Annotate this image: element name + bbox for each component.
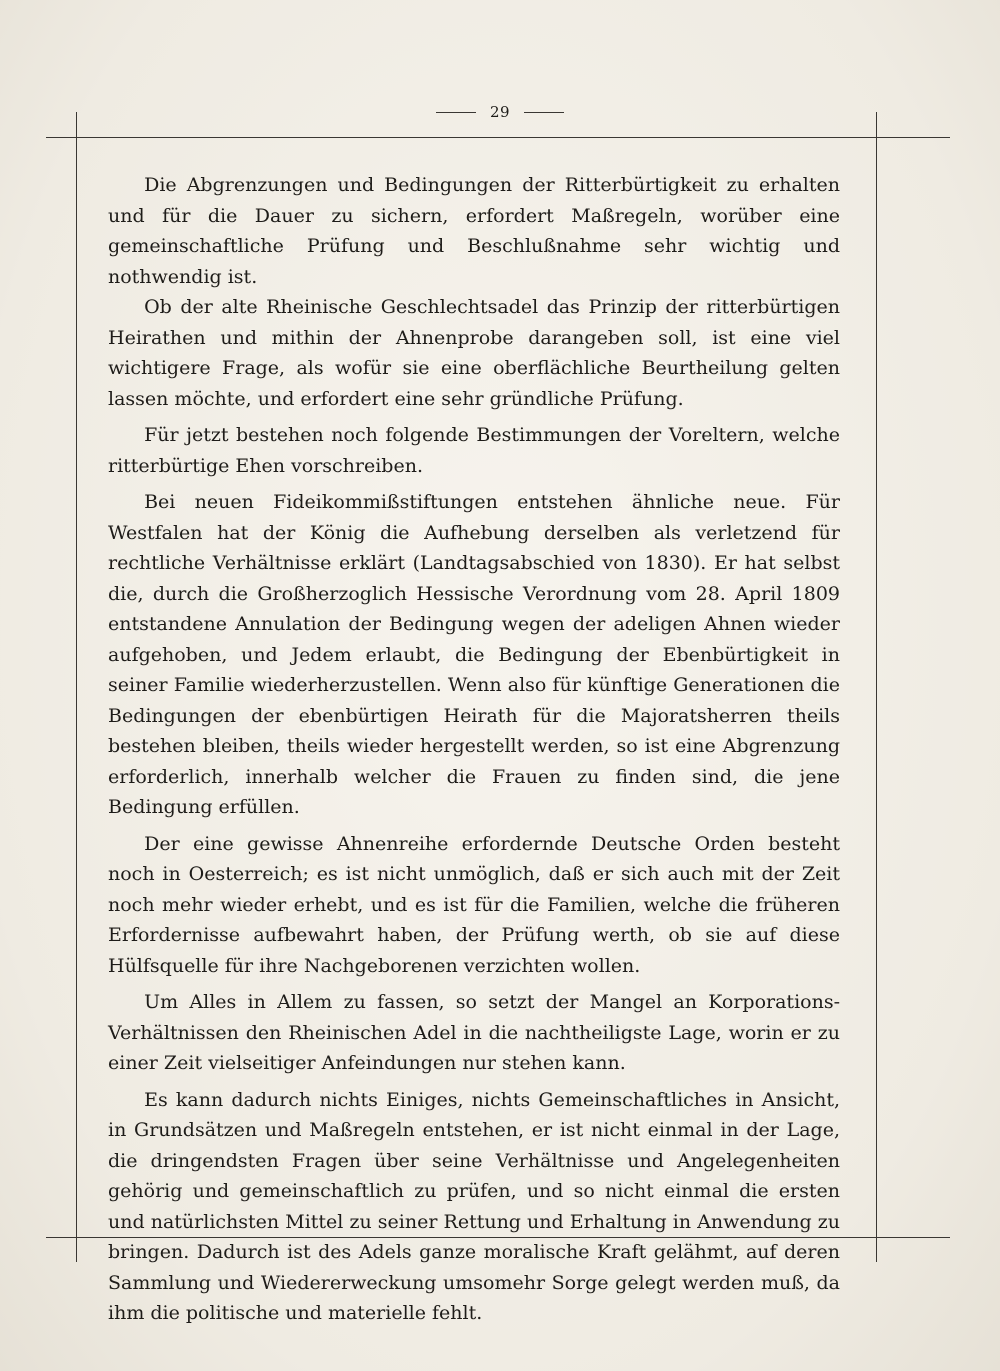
- header-rule-left: [436, 112, 476, 113]
- frame-left-rule: [76, 112, 77, 1262]
- frame-top-rule: [46, 137, 950, 138]
- body-text: [108, 170, 840, 1329]
- header-rule-right: [524, 112, 564, 113]
- page-header: [0, 100, 1000, 124]
- paragraph: Um Alles in Allem zu fassen, so setzt der Mangel an Korporations-Verhältnissen den Rheinischen Adel in die nachtheiligste Lage, worin er zu einer Zeit vielseitiger Anfeindungen nur stehen kann.: [108, 991, 840, 1074]
- paragraph: Bei neuen Fideikommißstiftungen entstehen ähnliche neue. Für Westfalen hat der König die Aufhebung derselben als verletzend für rechtliche Verhältnisse erklärt (Landtagsabschied von 1830). Er hat selbst die, durch die Großherzoglich Hessische Verordnung vom 28. April 1809 entstandene Annulation der Bedingung wegen der adeligen Ahnen wieder aufgehoben, und Jedem erlaubt, die Bedingung der Ebenbürtigkeit in seiner Familie wiederherzustellen. Wenn also für künftige Generationen die Bedingungen der ebenbürtigen Heirath für die Majoratsherren theils bestehen bleiben, theils wieder hergestellt werden, so ist eine Abgrenzung erforderlich, innerhalb welcher die Frauen zu finden sind, die jene Bedingung erfüllen.: [108, 491, 840, 818]
- frame-right-rule: [876, 112, 877, 1262]
- paragraph: Ob der alte Rheinische Geschlechtsadel das Prinzip der ritterbürtigen Heirathen und mithin der Ahnenprobe darangeben soll, ist eine viel wichtigere Frage, als wofür sie eine oberflächliche Beurtheilung gelten lassen möchte, und erfordert eine sehr gründliche Prüfung.: [108, 296, 840, 410]
- paragraph: Der eine gewisse Ahnenreihe erfordernde Deutsche Orden besteht noch in Oesterreich; es ist nicht unmöglich, daß er sich auch mit der Zeit noch mehr wieder erhebt, und es ist für die Familien, welche die früheren Erfordernisse aufbewahrt haben, der Prüfung werth, ob sie auf diese Hülfsquelle für ihre Nachgeborenen verzichten wollen.: [108, 832, 840, 977]
- page-number: 29: [489, 103, 511, 121]
- paragraph: Für jetzt bestehen noch folgende Bestimmungen der Voreltern, welche ritterbürtige Ehen vorschreiben.: [108, 424, 840, 477]
- paragraph: Die Abgrenzungen und Bedingungen der Ritterbürtigkeit zu erhalten und für die Dauer zu sichern, erfordert Maßregeln, worüber eine gemeinschaftliche Prüfung und Beschlußnahme sehr wichtig und nothwendig ist.: [108, 174, 840, 288]
- paragraph: Es kann dadurch nichts Einiges, nichts Gemeinschaftliches in Ansicht, in Grundsätzen und Maßregeln entstehen, er ist nicht einmal in der Lage, die dringendsten Fragen über seine Verhältnisse und Angelegenheiten gehörig und gemeinschaftlich zu prüfen, und so nicht einmal die ersten und natürlichsten Mittel zu seiner Rettung und Erhaltung in Anwendung zu bringen. Dadurch ist des Adels ganze moralische Kraft gelähmt, auf deren Sammlung und Wiedererweckung umsomehr Sorge gelegt werden muß, da ihm die politische und materielle fehlt.: [108, 1088, 840, 1324]
